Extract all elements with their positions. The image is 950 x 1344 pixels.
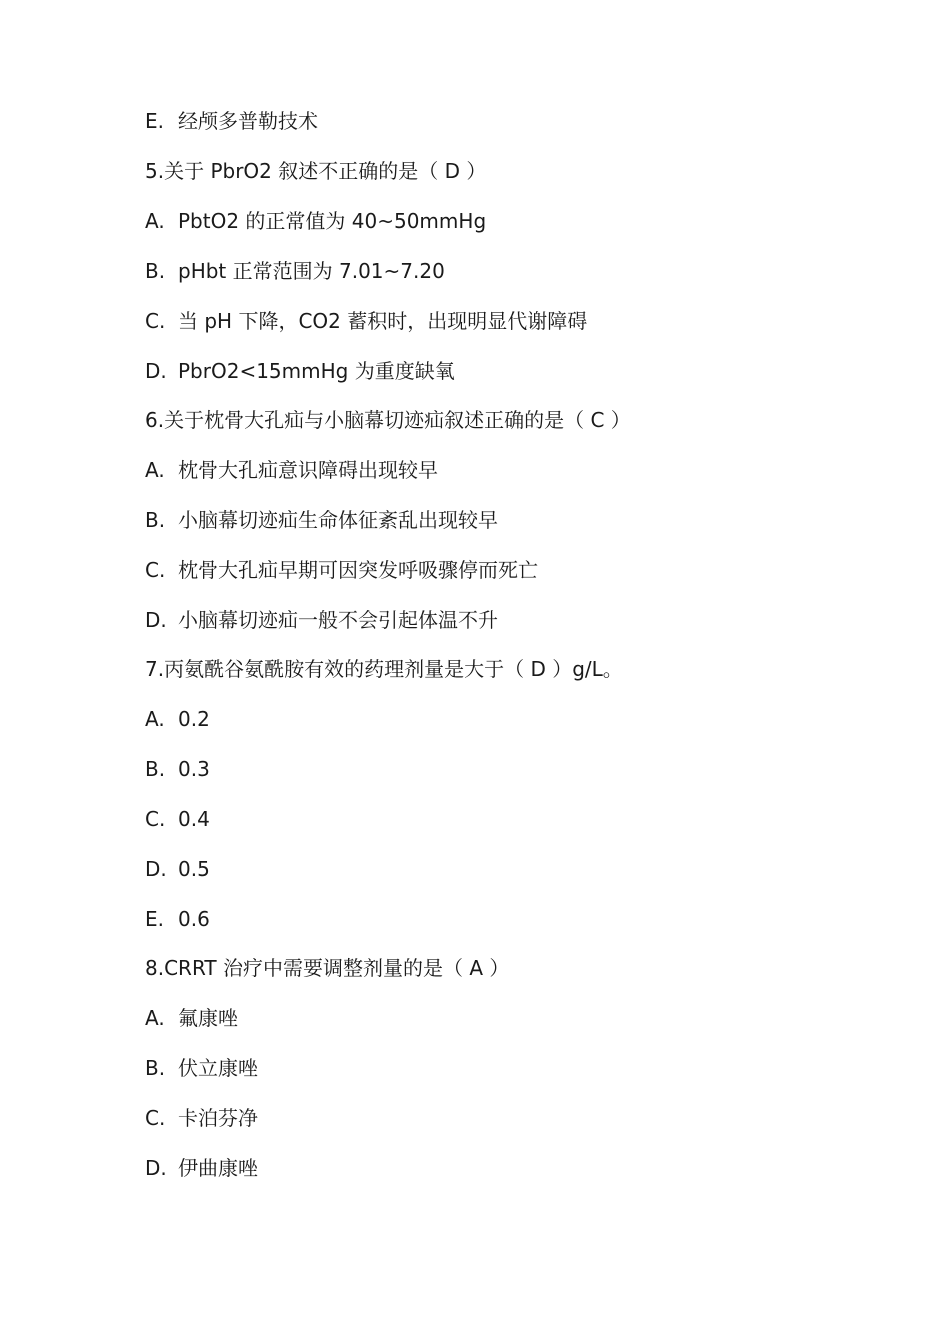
option-text: 0.4	[178, 807, 210, 831]
option-line	[145, 804, 845, 834]
option-text: PbrO2<15mmHg 为重度缺氧	[178, 359, 455, 383]
option-line	[145, 555, 845, 585]
option-text: 0.2	[178, 707, 210, 731]
option-letter: A.	[145, 707, 165, 731]
question-text: 7.丙氨酰谷氨酰胺有效的药理剂量是大于（ D ）g/L。	[145, 657, 623, 681]
option-letter: B.	[145, 1056, 166, 1080]
option-text: 0.3	[178, 757, 210, 781]
option-letter: D.	[145, 1156, 167, 1180]
option-text: 小脑幕切迹疝一般不会引起体温不升	[178, 608, 498, 632]
option-text: 经颅多普勒技术	[178, 109, 318, 133]
question-text: 5.关于 PbrO2 叙述不正确的是（ D ）	[145, 159, 487, 183]
option-letter: E.	[145, 109, 164, 133]
option-line	[145, 455, 845, 485]
question-line	[145, 405, 845, 435]
option-line	[145, 505, 845, 535]
option-line	[145, 106, 845, 136]
option-text: 枕骨大孔疝早期可因突发呼吸骤停而死亡	[178, 558, 538, 582]
option-line	[145, 1103, 845, 1133]
question-line	[145, 654, 845, 684]
option-letter: C.	[145, 558, 166, 582]
option-text: 氟康唑	[178, 1006, 238, 1030]
option-letter: B.	[145, 757, 166, 781]
option-letter: D.	[145, 857, 167, 881]
option-text: 0.5	[178, 857, 210, 881]
option-line	[145, 1053, 845, 1083]
option-line	[145, 1153, 845, 1183]
option-letter: A.	[145, 1006, 165, 1030]
option-line	[145, 754, 845, 784]
question-line	[145, 953, 845, 983]
option-line	[145, 854, 845, 884]
option-letter: C.	[145, 1106, 166, 1130]
option-text: 伊曲康唑	[178, 1156, 258, 1180]
question-line	[145, 156, 845, 186]
option-line	[145, 605, 845, 635]
option-line	[145, 206, 845, 236]
option-letter: A.	[145, 209, 165, 233]
option-text: PbtO2 的正常值为 40~50mmHg	[178, 209, 487, 233]
option-line	[145, 306, 845, 336]
option-letter: E.	[145, 907, 164, 931]
option-text: 卡泊芬净	[178, 1106, 258, 1130]
option-text: 当 pH 下降，CO2 蓄积时，出现明显代谢障碍	[178, 309, 588, 333]
question-text: 8.CRRT 治疗中需要调整剂量的是（ A ）	[145, 956, 510, 980]
option-letter: D.	[145, 359, 167, 383]
option-line	[145, 904, 845, 934]
option-line	[145, 256, 845, 286]
option-letter: B.	[145, 508, 166, 532]
option-text: 伏立康唑	[178, 1056, 258, 1080]
option-letter: D.	[145, 608, 167, 632]
option-line	[145, 356, 845, 386]
option-line	[145, 704, 845, 734]
option-text: 0.6	[178, 907, 210, 931]
option-letter: B.	[145, 259, 166, 283]
question-text: 6.关于枕骨大孔疝与小脑幕切迹疝叙述正确的是（ C ）	[145, 408, 631, 432]
option-text: 小脑幕切迹疝生命体征紊乱出现较早	[178, 508, 498, 532]
option-text: 枕骨大孔疝意识障碍出现较早	[178, 458, 438, 482]
option-text: pHbt 正常范围为 7.01~7.20	[178, 259, 445, 283]
option-line	[145, 1003, 845, 1033]
option-letter: A.	[145, 458, 165, 482]
option-letter: C.	[145, 309, 166, 333]
option-letter: C.	[145, 807, 166, 831]
